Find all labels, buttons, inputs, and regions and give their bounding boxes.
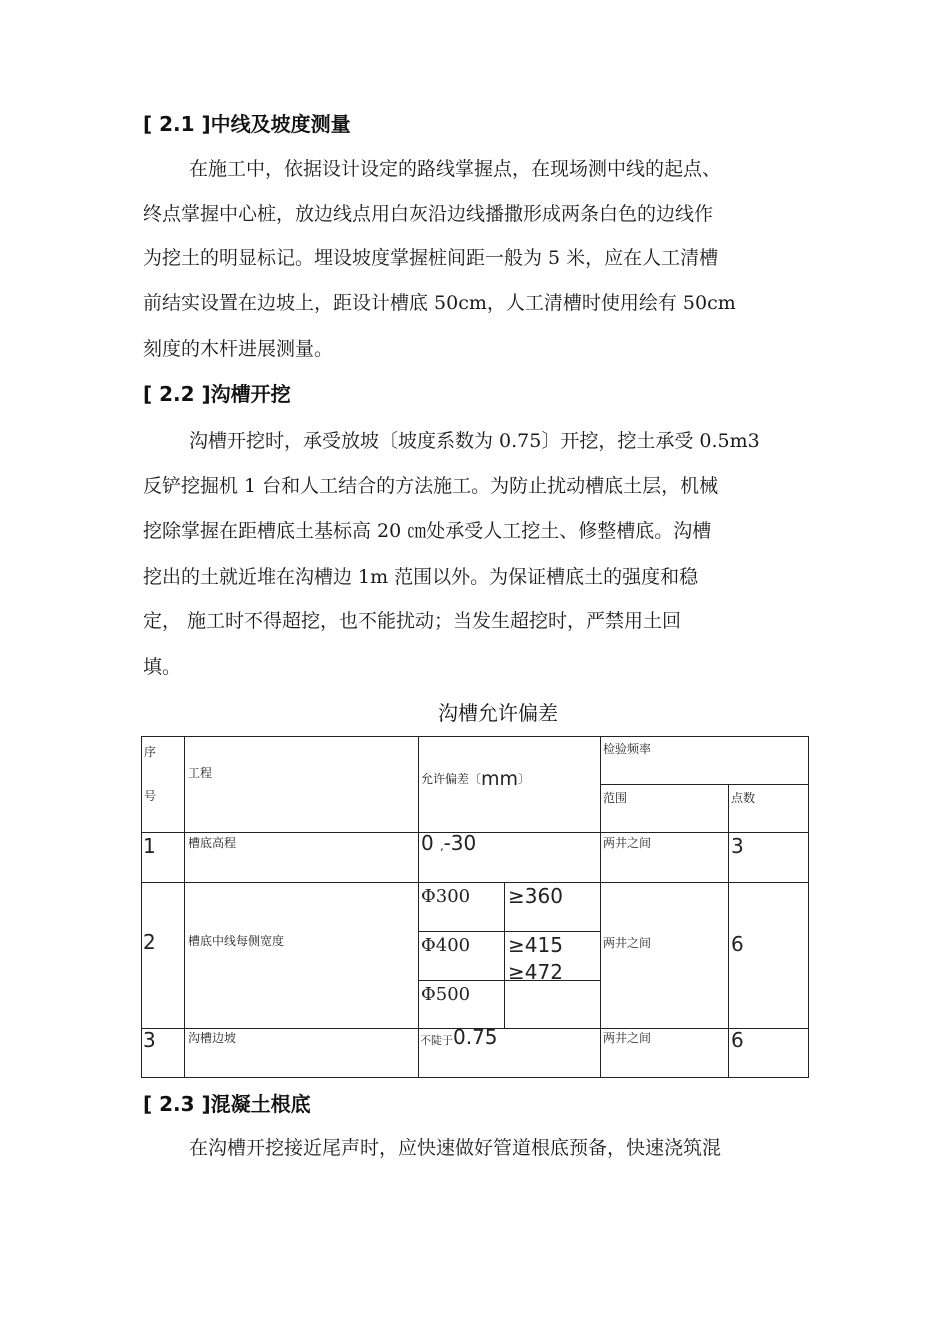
row3-seq: 3 [143, 1028, 156, 1052]
row3-points: 6 [731, 1028, 744, 1052]
header-freq: 检验频率 [603, 742, 652, 756]
table-rule [600, 784, 809, 785]
row3-item: 沟槽边坡 [188, 1031, 237, 1045]
table-rule [141, 736, 809, 737]
table-caption: 沟槽允许偏差 [438, 701, 558, 725]
row2-diameter-300: Φ300 [421, 886, 471, 907]
table-rule [418, 931, 600, 932]
table-rule [184, 736, 185, 1078]
table-rule [141, 1077, 809, 1078]
paragraph-line: 定， 施工时不得超挖，也不能扰动；当发生超挖时，严禁用土回 [143, 610, 682, 632]
row2-width-415: ≥415 [508, 933, 563, 957]
section-2-3-heading: [ 2.3 ]混凝土根底 [143, 1092, 311, 1116]
table-rule [808, 736, 809, 1078]
paragraph-line: 在沟槽开挖接近尾声时，应快速做好管道根底预备，快速浇筑混 [189, 1137, 722, 1159]
header-range: 范围 [603, 791, 628, 805]
row2-range: 两井之间 [603, 936, 652, 950]
row2-item: 槽底中线每侧宽度 [188, 934, 285, 948]
header-tolerance-suffix: 〕 [518, 772, 531, 786]
table-rule [141, 882, 809, 883]
row2-points: 6 [731, 932, 744, 956]
table-rule [141, 736, 142, 1078]
row3-tol-value: 0.75 [453, 1025, 498, 1049]
row2-width-472: ≥472 [508, 960, 563, 984]
table-rule [504, 882, 505, 1028]
row3-range: 两井之间 [603, 1031, 652, 1045]
header-seq-top: 序 [144, 745, 157, 759]
table-rule [728, 784, 729, 1078]
paragraph-line: 刻度的木杆进展测量。 [143, 338, 334, 360]
header-points: 点数 [731, 791, 756, 805]
row1-points: 3 [731, 834, 744, 858]
row1-seq: 1 [143, 834, 156, 858]
paragraph-line: 填。 [143, 656, 182, 678]
header-item: 工程 [188, 766, 213, 780]
paragraph-line: 沟槽开挖时，承受放坡〔坡度系数为 0.75〕开挖，挖土承受 0.5m3 [189, 430, 760, 452]
row1-tol-a: 0 [421, 831, 434, 855]
row1-range: 两井之间 [603, 836, 652, 850]
section-2-2-heading: [ 2.2 ]沟槽开挖 [143, 382, 291, 406]
table-rule [600, 736, 601, 1078]
header-tolerance [421, 766, 530, 788]
row1-tol-b: -30 [443, 831, 477, 855]
header-tolerance-unit: mm [481, 768, 519, 790]
paragraph-line: 挖除掌握在距槽底土基标高 20 ㎝处承受人工挖土、修整槽底。沟槽 [143, 520, 712, 542]
paragraph-line: 在施工中，依据设计设定的路线掌握点，在现场测中线的起点、 [189, 158, 722, 180]
paragraph-line: 挖出的土就近堆在沟槽边 1m 范围以外。为保证槽底土的强度和稳 [143, 566, 699, 588]
row2-width-360: ≥360 [508, 884, 563, 908]
paragraph-line: 反铲挖掘机 1 台和人工结合的方法施工。为防止扰动槽底土层，机械 [143, 475, 719, 497]
row2-diameter-500: Φ500 [421, 984, 471, 1005]
row1-item: 槽底高程 [188, 836, 237, 850]
section-2-1-heading: [ 2.1 ]中线及坡度测量 [143, 112, 351, 136]
table-rule [418, 736, 419, 1078]
header-seq-bottom: 号 [144, 789, 157, 803]
row3-tolerance [420, 1025, 498, 1049]
paragraph-line: 终点掌握中心桩，放边线点用白灰沿边线播撒形成两条白色的边线作 [143, 203, 714, 225]
row3-tol-prefix: 不陡于 [420, 1034, 453, 1047]
header-tolerance-prefix: 允许偏差〔 [421, 772, 482, 786]
row1-tolerance [421, 831, 476, 855]
row2-seq: 2 [143, 930, 156, 954]
paragraph-line: 前结实设置在边坡上，距设计槽底 50cm，人工清槽时使用绘有 50cm [143, 292, 736, 314]
row1-tol-sep: , [440, 840, 444, 853]
row2-diameter-400: Φ400 [421, 935, 471, 956]
paragraph-line: 为挖土的明显标记。埋设坡度掌握桩间距一般为 5 米，应在人工清槽 [143, 247, 719, 269]
